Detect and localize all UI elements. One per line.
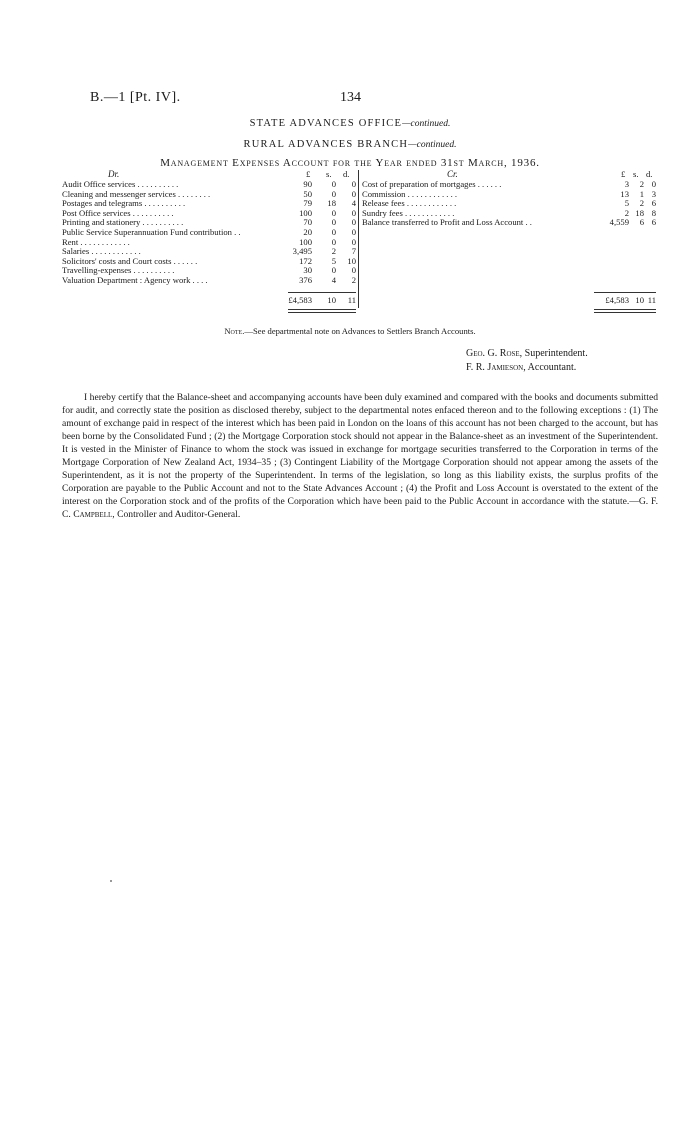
credit-row-pence: 6 — [651, 217, 656, 228]
credit-side — [362, 169, 658, 305]
signature-superintendent — [466, 348, 588, 359]
accountant-name: F. R. Jamieson, — [466, 362, 526, 373]
pounds-heading: £ — [306, 169, 311, 179]
debit-row-shillings: 0 — [331, 217, 336, 228]
credit-row-description: Release fees . . . . . . . . . . . . — [362, 199, 457, 209]
debit-row-pounds: 172 — [299, 255, 312, 266]
superintendent-name: Geo. G. Rose, — [466, 348, 523, 359]
debit-row-shillings: 0 — [331, 226, 336, 237]
debit-total-rule — [288, 292, 356, 293]
pounds-heading: £ — [621, 169, 626, 179]
credit-total-pence: 11 — [647, 295, 656, 305]
debit-row — [62, 228, 358, 238]
debit-row-pence: 4 — [351, 198, 356, 209]
departmental-note — [0, 326, 700, 336]
debit-row — [62, 276, 358, 286]
credit-row-description: Commission . . . . . . . . . . . . — [362, 189, 458, 199]
credit-row-pounds: 3 — [624, 179, 629, 189]
debit-row-pence: 0 — [351, 217, 356, 228]
debit-row-description: Public Service Superannuation Fund contribution . . — [62, 227, 241, 237]
credit-total-shillings: 10 — [635, 295, 644, 305]
branch-title-text: RURAL ADVANCES BRANCH — [243, 139, 409, 150]
credit-total-double-rule — [594, 309, 656, 313]
credit-row-description: Cost of preparation of mortgages . . . . . . — [362, 180, 502, 189]
credit-row-pounds: 4,559 — [609, 217, 629, 228]
debit-total-pounds: £4,583 — [288, 295, 312, 305]
signature-accountant — [466, 362, 576, 373]
debit-row-pounds: 100 — [299, 236, 312, 247]
credit-row — [362, 180, 658, 190]
debit-row-pence: 0 — [351, 188, 356, 199]
office-title — [0, 118, 700, 129]
debit-row-shillings: 0 — [331, 265, 336, 276]
credit-row-pounds: 2 — [624, 207, 629, 218]
account-divider — [358, 170, 359, 308]
branch-title — [0, 139, 700, 150]
debit-row-description: Travelling-expenses . . . . . . . . . . — [62, 266, 175, 276]
credit-total-pounds: £4,583 — [605, 295, 629, 305]
debit-row — [62, 218, 358, 228]
credit-row-pence: 0 — [651, 179, 656, 189]
debit-row — [62, 247, 358, 257]
credit-row-shillings: 18 — [635, 207, 644, 218]
credit-row-shillings: 2 — [639, 179, 644, 189]
debit-row-pence: 0 — [351, 179, 356, 189]
debit-row-pounds: 79 — [303, 198, 312, 209]
debit-row-shillings: 4 — [331, 274, 336, 285]
debit-row-description: Printing and stationery . . . . . . . . . . — [62, 218, 184, 228]
office-title-continued: —continued. — [402, 119, 451, 129]
credit-row — [362, 199, 658, 209]
credit-label: Cr. — [447, 169, 458, 179]
credit-row-pounds: 5 — [624, 198, 629, 209]
debit-row-pounds: 3,495 — [292, 246, 312, 257]
shillings-heading: s. — [326, 169, 332, 179]
debit-row — [62, 266, 358, 276]
accountant-title: Accountant. — [527, 362, 577, 373]
certificate-text: I hereby certify that the Balance-sheet and accompanying accounts have been duly examined and compared with the books and documents submitted for audit, and correctly state the position as disclosed thereby, subject to the departmental notes enfaced thereon and to the following exceptions : (1) The amount of exchange paid in respect of the interest which has been paid in London on the loans of this account has not been charged to the account, but has been borne by the Consolidated Fund ; (2) the Mortgage Corporation stock should not appear in the Balance-sheet as an investment of the Superintendent. It is vested in the Minister of Finance to whom the stock was issued in exchange for mortgage securities transferred to the Corporation in terms of the Mortgage Corporation of New Zealand Act, 1934–35 ; (3) Contingent Liability of the Mortgage Corporation should not appear among the assets of the Superintendent, as it is not the property of the Superintendent. In terms of the legislation, so long as this liability exists, the surplus profits of the Corporation are payable to the Public Account and not to the State Advances Account ; (4) the Profit and Loss Account is overstated to the extent of the interest on the Corporation stock and of the profits of the Corporation which have been paid to the Public Account in accordance with the statute.— — [62, 392, 658, 507]
debit-row-shillings: 18 — [327, 198, 336, 209]
debit-row-pounds: 100 — [299, 207, 312, 218]
debit-total-shillings: 10 — [327, 295, 336, 305]
debit-row — [62, 257, 358, 267]
superintendent-title: Superintendent. — [524, 348, 588, 359]
pence-heading: d. — [343, 169, 350, 179]
credit-row-description: Balance transferred to Profit and Loss Account . . — [362, 218, 532, 228]
debit-row-pence: 7 — [351, 246, 356, 257]
credit-rows — [362, 180, 658, 228]
debit-row-pence: 10 — [347, 255, 356, 266]
debit-row-pence: 0 — [351, 207, 356, 218]
debit-row-description: Audit Office services . . . . . . . . . . — [62, 180, 179, 189]
debit-row-shillings: 0 — [331, 188, 336, 199]
credit-total — [362, 296, 658, 306]
debit-row-description: Post Office services . . . . . . . . . . — [62, 208, 174, 218]
note-label: Note. — [224, 326, 245, 336]
debit-total-pence: 11 — [347, 295, 356, 305]
debit-row-description: Postages and telegrams . . . . . . . . . . — [62, 199, 186, 209]
debit-row-pence: 0 — [351, 236, 356, 247]
debit-row-description: Salaries . . . . . . . . . . . . — [62, 247, 141, 257]
debit-label: Dr. — [108, 169, 120, 179]
debit-row — [62, 209, 358, 219]
auditor-name: G. F. C. Campbell, — [62, 496, 658, 520]
credit-total-rule — [594, 292, 656, 293]
credit-row — [362, 190, 658, 200]
credit-row-pence: 8 — [651, 207, 656, 218]
debit-total-double-rule — [288, 309, 356, 313]
debit-row-shillings: 0 — [331, 207, 336, 218]
debit-row-description: Rent . . . . . . . . . . . . — [62, 237, 130, 247]
debit-row-shillings: 5 — [331, 255, 336, 266]
credit-row-pence: 3 — [651, 188, 656, 199]
pence-heading: d. — [646, 169, 653, 179]
credit-row — [362, 218, 658, 228]
debit-row-pounds: 90 — [303, 179, 312, 189]
credit-row-description: Sundry fees . . . . . . . . . . . . — [362, 208, 455, 218]
debit-row-pounds: 30 — [303, 265, 312, 276]
debit-row-description: Valuation Department : Agency work . . . . — [62, 275, 208, 285]
debit-row — [62, 190, 358, 200]
debit-row-pounds: 70 — [303, 217, 312, 228]
scan-speck — [110, 880, 112, 882]
debit-row — [62, 180, 358, 190]
note-text: —See departmental note on Advances to Settlers Branch Accounts. — [244, 326, 476, 336]
debit-header — [62, 170, 358, 180]
debit-side — [62, 169, 358, 305]
debit-row-pounds: 50 — [303, 188, 312, 199]
debit-row-pence: 0 — [351, 265, 356, 276]
branch-title-continued: —continued. — [408, 140, 457, 150]
account-title: Management Expenses Account for the Year ended 31st March, 1936. — [160, 157, 540, 169]
debit-row — [62, 238, 358, 248]
office-title-text: STATE ADVANCES OFFICE — [249, 118, 403, 129]
credit-row-pence: 6 — [651, 198, 656, 209]
debit-row-pence: 0 — [351, 226, 356, 237]
debit-row-shillings: 2 — [331, 246, 336, 257]
credit-row-shillings: 1 — [639, 188, 644, 199]
debit-row-shillings: 0 — [331, 236, 336, 247]
debit-row-shillings: 0 — [331, 179, 336, 189]
debit-rows — [62, 180, 358, 286]
page-number: 134 — [340, 90, 361, 105]
credit-row-pounds: 13 — [620, 188, 629, 199]
debit-row-description: Solicitors' costs and Court costs . . . . . . — [62, 256, 198, 266]
debit-row-pounds: 376 — [299, 274, 312, 285]
audit-certificate — [62, 391, 658, 521]
auditor-title: Controller and Auditor-General. — [117, 509, 241, 520]
debit-row-description: Cleaning and messenger services . . . . . . . . — [62, 189, 211, 199]
debit-total — [62, 296, 358, 306]
debit-row-pence: 2 — [351, 274, 356, 285]
shillings-heading: s. — [633, 169, 639, 179]
credit-header — [362, 170, 658, 180]
credit-row-shillings: 2 — [639, 198, 644, 209]
credit-row-shillings: 6 — [639, 217, 644, 228]
parliamentary-paper-reference: B.—1 [Pt. IV]. — [90, 90, 181, 105]
debit-row-pounds: 20 — [303, 226, 312, 237]
debit-row — [62, 199, 358, 209]
